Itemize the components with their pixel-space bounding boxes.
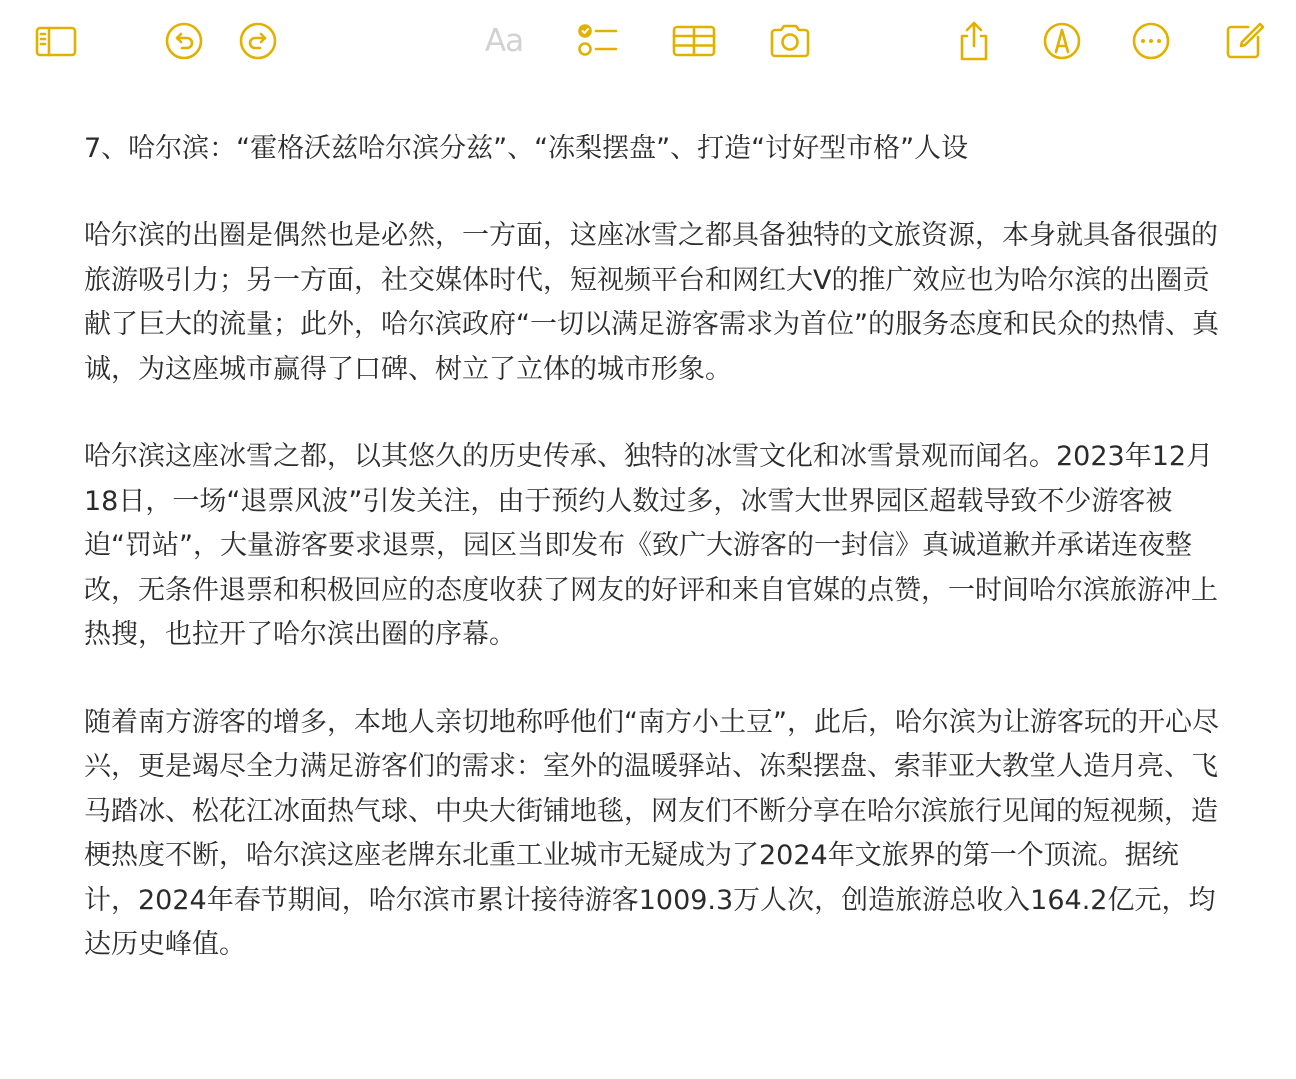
sidebar-button[interactable]: [34, 19, 78, 63]
markup-icon: [1040, 19, 1084, 63]
more-button[interactable]: [1129, 19, 1173, 63]
camera-icon: [768, 19, 812, 63]
note-paragraph: 哈尔滨的出圈是偶然也是必然，一方面，这座冰雪之都具备独特的文旅资源，本身就具备很强的旅游吸引力；另一方面，社交媒体时代，短视频平台和网红大V的推广效应也为哈尔滨的出圈贡献了巨大的流量；此外，哈尔滨政府“一切以满足游客需求为首位”的服务态度和民众的热情、真诚，为这座城市赢得了口碑、树立了立体的城市形象。: [84, 220, 1219, 385]
share-button[interactable]: [952, 19, 996, 63]
notes-toolbar: [0, 0, 1296, 82]
table-button[interactable]: [672, 19, 716, 63]
checklist-button[interactable]: [576, 19, 620, 63]
compose-button[interactable]: [1222, 19, 1266, 63]
markup-button[interactable]: [1040, 19, 1084, 63]
undo-icon: [162, 19, 206, 63]
undo-button[interactable]: [162, 19, 206, 63]
format-button[interactable]: [480, 19, 528, 63]
note-paragraph: 随着南方游客的增多，本地人亲切地称呼他们“南方小土豆”，此后，哈尔滨为让游客玩的开心尽兴，更是竭尽全力满足游客们的需求：室外的温暖驿站、冻梨摆盘、索菲亚大教堂人造月亮、飞马踏冰、松花江冰面热气球、中央大街铺地毯，网友们不断分享在哈尔滨旅行见闻的短视频，造梗热度不断，哈尔滨这座老牌东北重工业城市无疑成为了2024年文旅界的第一个顶流。据统计，2024年春节期间，哈尔滨市累计接待游客1009.3万人次，创造旅游总收入164.2亿元，均达历史峰值。: [84, 706, 1219, 960]
format-icon: Aa: [484, 23, 524, 59]
compose-icon: [1222, 19, 1266, 63]
checklist-icon: [576, 19, 620, 63]
redo-button[interactable]: [236, 19, 280, 63]
more-icon: [1129, 19, 1173, 63]
share-icon: [952, 19, 996, 63]
note-paragraph: 哈尔滨这座冰雪之都，以其悠久的历史传承、独特的冰雪文化和冰雪景观而闻名。2023年12月18日，一场“退票风波”引发关注，由于预约人数过多，冰雪大世界园区超载导致不少游客被迫“罚站”，大量游客要求退票，园区当即发布《致广大游客的一封信》真诚道歉并承诺连夜整改，无条件退票和积极回应的态度收获了网友的好评和来自官媒的点赞，一时间哈尔滨旅游冲上热搜，也拉开了哈尔滨出圈的序幕。: [84, 441, 1218, 650]
sidebar-icon: [34, 19, 78, 63]
camera-button[interactable]: [768, 19, 812, 63]
table-icon: [672, 19, 716, 63]
redo-icon: [236, 19, 280, 63]
note-body[interactable]: [84, 126, 1224, 1011]
note-title: 7、哈尔滨：“霍格沃兹哈尔滨分兹”、“冻梨摆盘”、打造“讨好型市格”人设: [84, 133, 969, 164]
